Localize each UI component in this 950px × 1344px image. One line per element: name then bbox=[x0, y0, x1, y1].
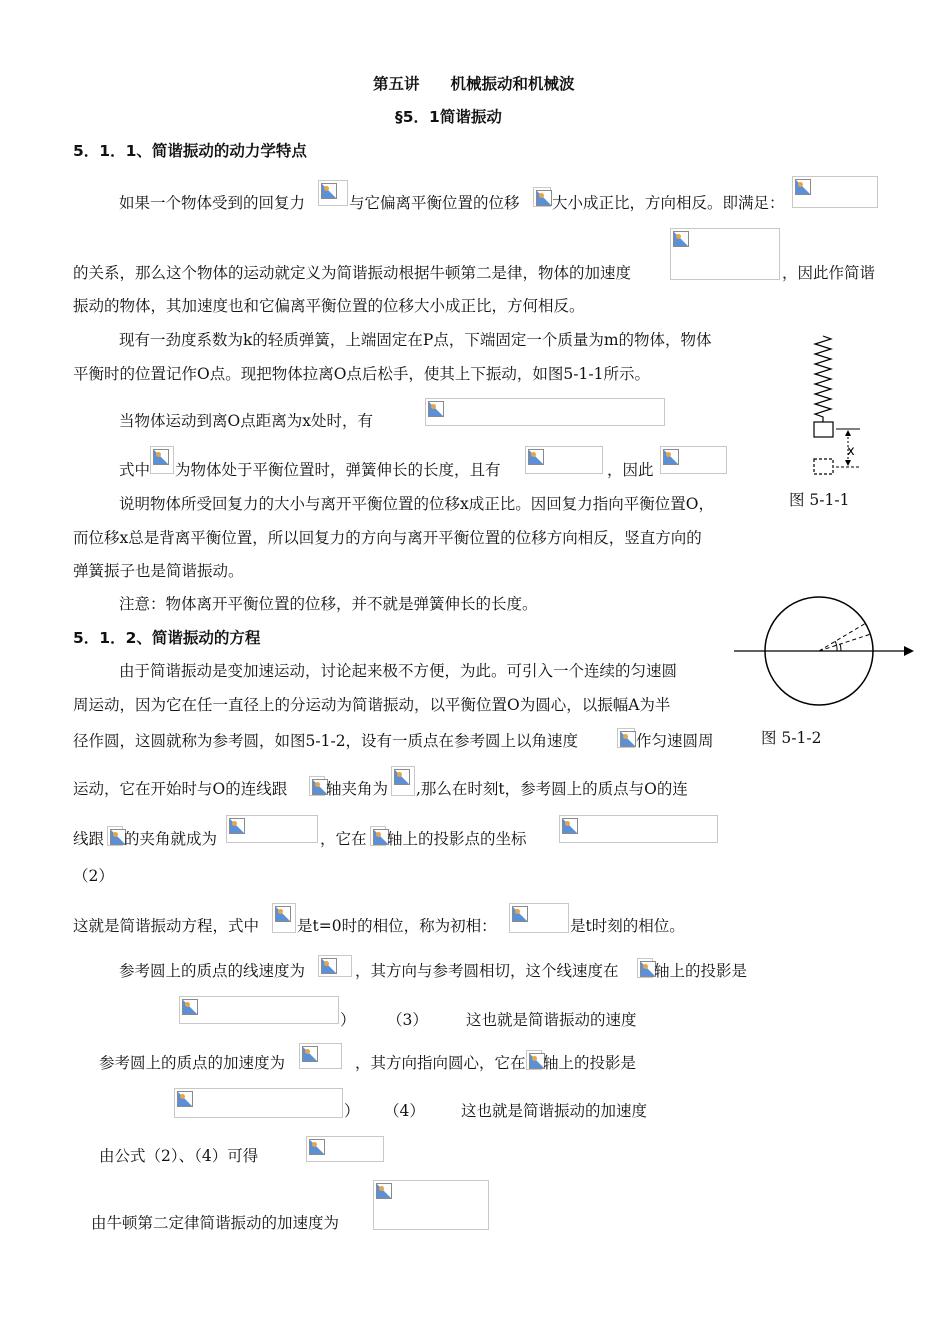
formula-image-icon bbox=[306, 1136, 384, 1162]
text-line: 作匀速圆周 bbox=[636, 732, 714, 750]
x-arrow-up bbox=[845, 430, 851, 436]
equation-paren: ） bbox=[344, 1102, 360, 1120]
formula-image-icon bbox=[559, 815, 718, 843]
equation-number: （4） bbox=[384, 1102, 425, 1120]
formula-image-icon bbox=[533, 187, 551, 207]
formula-image-icon bbox=[425, 398, 665, 426]
text-line: 振动的物体，其加速度也和它偏离平衡位置的位移大小成正比，方何相反。 bbox=[73, 297, 585, 315]
x-axis-arrowhead bbox=[904, 646, 914, 656]
text-line: 参考圆上的质点的线速度为 bbox=[119, 962, 306, 980]
text-line: 而位移x总是背离平衡位置，所以回复力的方向与离开平衡位置的位移方向相反，竖直方向的 bbox=[73, 529, 702, 547]
formula-image-icon bbox=[174, 1088, 343, 1118]
equation-number: （3） bbox=[387, 1011, 428, 1029]
formula-image-icon bbox=[637, 958, 653, 978]
text-line: ，它在 bbox=[320, 830, 367, 848]
formula-image-icon bbox=[670, 228, 780, 280]
fig2-caption: 图 5-1-2 bbox=[761, 729, 822, 747]
text-line: 轴上的投影点的坐标 bbox=[387, 830, 527, 848]
fig1-caption: 图 5-1-1 bbox=[789, 491, 850, 509]
text-line: ，因此作简谐 bbox=[782, 264, 876, 282]
text-line: 为物体处于平衡位置时，弹簧伸长的长度，且有 bbox=[175, 461, 501, 479]
text-line: 周运动，因为它在任一直径上的分运动为简谐振动，以平衡位置O为圆心，以振幅A为半 bbox=[73, 696, 671, 714]
fig1-x-label: x bbox=[847, 444, 855, 459]
angle-arc-2 bbox=[840, 644, 841, 651]
text-line: ，因此 bbox=[607, 461, 654, 479]
formula-image-icon bbox=[299, 1043, 342, 1069]
text-line: 式中 bbox=[119, 461, 151, 479]
formula-image-icon bbox=[660, 446, 727, 474]
text-line: 由公式（2）、（4）可得 bbox=[99, 1147, 259, 1165]
formula-image-icon bbox=[226, 815, 318, 843]
equation-number: （2） bbox=[73, 867, 114, 885]
heading-5-1-1: 5．1．1、简谐振动的动力学特点 bbox=[73, 142, 307, 160]
text-line: 现有一劲度系数为k的轻质弹簧，上端固定在P点，下端固定一个质量为m的物体，物体 bbox=[119, 331, 712, 349]
text-line: 是t=0时的相位，称为初相： bbox=[297, 917, 497, 935]
formula-image-icon bbox=[391, 766, 415, 796]
text-line: 这也就是简谐振动的速度 bbox=[466, 1011, 637, 1029]
formula-image-icon bbox=[526, 1050, 542, 1070]
text-line: ,那么在时刻t，参考圆上的质点与O的连 bbox=[416, 780, 688, 798]
formula-image-icon bbox=[318, 955, 352, 977]
text-line: ，其方向与参考圆相切，这个线速度在 bbox=[355, 962, 619, 980]
radius-line-2 bbox=[819, 634, 871, 651]
x-arrow-down bbox=[845, 460, 851, 466]
text-line: 轴夹角为 bbox=[326, 780, 389, 798]
radius-line-1 bbox=[819, 623, 866, 651]
text-line: 这就是简谐振动方程，式中 bbox=[73, 917, 260, 935]
mass-block bbox=[814, 422, 833, 437]
equation-paren: ） bbox=[340, 1011, 356, 1029]
text-line: 由于简谐振动是变加速运动，讨论起来极不方便，为此。可引入一个连续的匀速圆 bbox=[119, 662, 678, 680]
formula-image-icon bbox=[272, 903, 296, 933]
formula-image-icon bbox=[509, 903, 569, 933]
formula-image-icon bbox=[792, 176, 878, 208]
page-title: 第五讲 机械振动和机械波 bbox=[373, 75, 575, 93]
formula-image-icon bbox=[179, 996, 339, 1024]
text-line: 弹簧振子也是简谐振动。 bbox=[73, 562, 244, 580]
text-line: 大小成正比，方向相反。即满足： bbox=[552, 194, 785, 212]
text-line: 参考圆上的质点的加速度为 bbox=[99, 1054, 286, 1072]
text-line: 线跟 bbox=[73, 830, 105, 848]
formula-image-icon bbox=[318, 180, 348, 206]
formula-image-icon bbox=[525, 446, 603, 474]
text-line: 轴上的投影是 bbox=[654, 962, 748, 980]
formula-image-icon bbox=[373, 1180, 489, 1230]
formula-image-icon bbox=[309, 776, 325, 796]
text-line: 的关系，那么这个物体的运动就定义为简谐振动根据牛顿第二是律，物体的加速度 bbox=[73, 264, 632, 282]
formula-image-icon bbox=[617, 728, 635, 748]
text-line: 如果一个物体受到的回复力 bbox=[119, 194, 306, 212]
spring-figure bbox=[800, 330, 880, 480]
section-title: §5．1简谐振动 bbox=[395, 108, 502, 126]
reference-circle-figure bbox=[730, 596, 920, 712]
text-line: 平衡时的位置记作O点。现把物体拉离O点后松手，使其上下振动，如图5-1-1所示。 bbox=[73, 365, 650, 383]
text-line: 说明物体所受回复力的大小与离开平衡位置的位移x成正比。因回复力指向平衡位置O， bbox=[119, 495, 714, 513]
text-line: 运动，它在开始时与O的连线跟 bbox=[73, 780, 288, 798]
text-line: 注意：物体离开平衡位置的位移，并不就是弹簧伸长的长度。 bbox=[119, 595, 538, 613]
text-line: 轴上的投影是 bbox=[543, 1054, 637, 1072]
formula-image-icon bbox=[370, 826, 386, 846]
text-line: 当物体运动到离O点距离为x处时，有 bbox=[119, 412, 373, 430]
heading-5-1-2: 5．1．2、简谐振动的方程 bbox=[73, 629, 261, 647]
spring-coil bbox=[815, 336, 831, 422]
text-line: 这也就是简谐振动的加速度 bbox=[461, 1102, 648, 1120]
text-line: 与它偏离平衡位置的位移 bbox=[349, 194, 520, 212]
text-line: 径作圆，这圆就称为参考圆，如图5-1-2，设有一质点在参考圆上以角速度 bbox=[73, 732, 579, 750]
formula-image-icon bbox=[150, 446, 174, 474]
displaced-block bbox=[814, 459, 833, 474]
text-line: 是t时刻的相位。 bbox=[570, 917, 685, 935]
text-line: 由牛顿第二定律简谐振动的加速度为 bbox=[91, 1214, 340, 1232]
text-line: ，其方向指向圆心，它在 bbox=[355, 1054, 526, 1072]
text-line: 的夹角就成为 bbox=[124, 830, 218, 848]
formula-image-icon bbox=[107, 826, 123, 846]
